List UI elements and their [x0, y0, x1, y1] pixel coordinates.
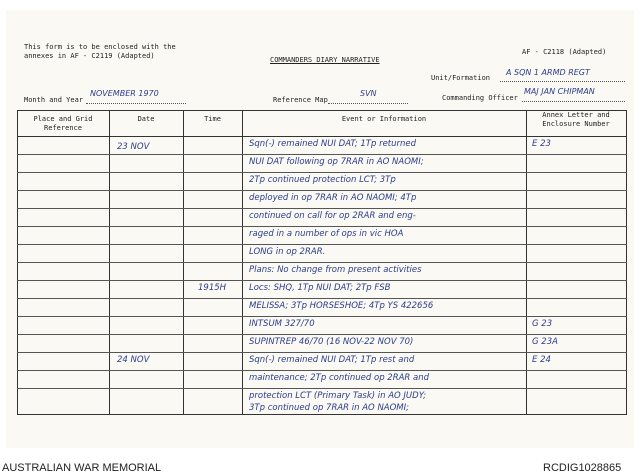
month-dotline — [86, 103, 186, 104]
form-title: COMMANDERS DIARY NARRATIVE — [270, 56, 380, 64]
row-event: SUPINTREP 46/70 (16 NOV-22 NOV 70) — [249, 337, 414, 347]
map-value: SVN — [360, 89, 377, 98]
row-event: LONG in op 2RAR. — [249, 247, 326, 257]
unit-dotline — [500, 81, 625, 82]
row-event: Plans: No change from present activities — [249, 265, 422, 275]
row-rule — [17, 316, 627, 317]
header-event: Event or Information — [341, 115, 427, 123]
enclose-note-line1: This form is to be enclosed with the — [24, 43, 176, 51]
row-annex: G 23 — [532, 319, 553, 329]
row-event: Locs: SHQ, 1Tp NUI DAT; 2Tp FSB — [249, 283, 391, 293]
row-date: 24 NOV — [117, 355, 150, 365]
row-rule — [17, 190, 627, 191]
footer-id: RCDIG1028865 — [543, 462, 622, 474]
row-event: MELISSA; 3Tp HORSESHOE; 4Tp YS 422656 — [249, 301, 434, 311]
row-event: raged in a number of ops in vic HOA — [249, 229, 404, 239]
header-date: Date — [137, 115, 155, 123]
map-label: Reference Map — [273, 96, 328, 104]
header-place: Place and Grid Reference — [33, 115, 93, 132]
row-event: Sqn(-) remained NUI DAT; 1Tp rest and — [249, 355, 415, 365]
row-rule — [17, 334, 627, 335]
map-dotline — [328, 103, 408, 104]
unit-label: Unit/Formation — [431, 74, 491, 82]
row-event: 3Tp continued op 7RAR in AO NAOMI; — [249, 403, 410, 413]
row-event: protection LCT (Primary Task) in AO JUDY; — [249, 391, 427, 401]
row-event: 2Tp continued protection LCT; 3Tp — [249, 175, 396, 185]
row-event: continued on call for op 2RAR and eng- — [249, 211, 416, 221]
diary-table — [17, 110, 627, 414]
row-rule — [17, 370, 627, 371]
row-rule — [17, 154, 627, 155]
row-rule — [17, 280, 627, 281]
header-time: Time — [204, 115, 221, 123]
row-date: 23 NOV — [117, 142, 150, 152]
row-rule — [17, 172, 627, 173]
row-rule — [17, 244, 627, 245]
unit-value: A SQN 1 ARMD REGT — [506, 68, 590, 77]
row-time: 1915H — [198, 283, 227, 293]
row-event: NUI DAT following op 7RAR in AO NAOMI; — [249, 157, 424, 167]
row-event: deployed in op 7RAR in AO NAOMI; 4Tp — [249, 193, 417, 203]
row-event: maintenance; 2Tp continued op 2RAR and — [249, 373, 430, 383]
row-rule — [17, 388, 627, 389]
row-rule — [17, 226, 627, 227]
officer-dotline — [522, 101, 625, 102]
enclose-note-line2: annexes in AF - C2119 (Adapted) — [24, 52, 155, 60]
row-annex: G 23A — [532, 337, 558, 347]
row-rule — [17, 262, 627, 263]
header-annex: Annex Letter and Enclosure Number — [542, 111, 610, 128]
footer-source: AUSTRALIAN WAR MEMORIAL — [2, 462, 162, 474]
row-event: INTSUM 327/70 — [249, 319, 315, 329]
row-rule — [17, 298, 627, 299]
header-rule — [17, 136, 627, 137]
month-value: NOVEMBER 1970 — [90, 89, 159, 98]
row-event: Sqn(-) remained NUI DAT; 1Tp returned — [249, 139, 417, 149]
row-annex: E 24 — [532, 355, 551, 365]
form-code: AF - C2118 (Adapted) — [522, 48, 607, 56]
officer-label: Commanding Officer — [442, 94, 518, 102]
row-rule — [17, 208, 627, 209]
officer-value: MAJ JAN CHIPMAN — [524, 87, 595, 96]
row-annex: E 23 — [532, 139, 551, 149]
row-rule — [17, 352, 627, 353]
month-label: Month and Year — [24, 96, 84, 104]
